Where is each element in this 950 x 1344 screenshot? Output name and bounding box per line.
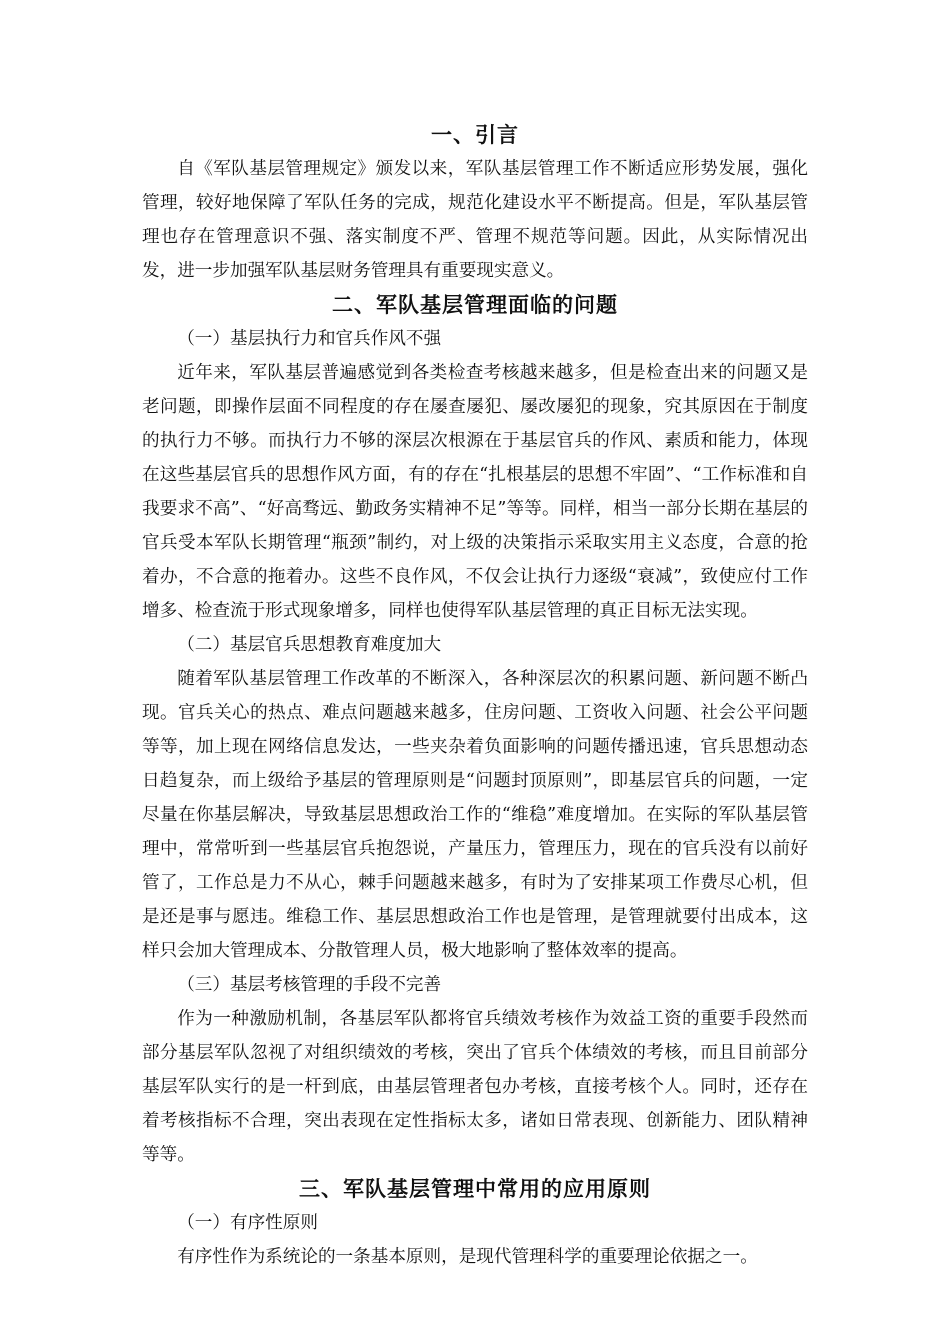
document-page <box>142 118 808 1274</box>
paragraph-intro: 自《军队基层管理规定》颁发以来，军队基层管理工作不断适应形势发展，强化管理，较好地保障了军队任务的完成，规范化建设水平不断提高。但是，军队基层管理也存在管理意识不强、落实制度不严、管理不规范等问题。因此，从实际情况出发，进一步加强军队基层财务管理具有重要现实意义。 <box>142 159 808 281</box>
section-heading-2: 二、军队基层管理面临的问题 <box>332 293 618 317</box>
paragraph-2-1: 近年来，军队基层普遍感觉到各类检查考核越来越多，但是检查出来的问题又是老问题，即操作层面不同程度的存在屡查屡犯、屡改屡犯的现象，究其原因在于制度的执行力不够。而执行力不够的深层次根源在于基层官兵的作风、素质和能力，体现在这些基层官兵的思想作风方面，有的存在“扎根基层的思想不牢固”、“工作标准和自我要求不高”、“好高骛远、勤政务实精神不足”等等。同样，相当一部分长期在基层的官兵受本军队长期管理“瓶颈”制约，对上级的决策指示采取实用主义态度，合意的抢着办，不合意的拖着办。这些不良作风，不仅会让执行力逐级“衰减”，致使应付工作增多、检查流于形式现象增多，同样也使得军队基层管理的真正目标无法实现。 <box>142 363 808 621</box>
section-heading-1: 一、引言 <box>431 123 519 147</box>
paragraph-2-2: 随着军队基层管理工作改革的不断深入，各种深层次的积累问题、新问题不断凸现。官兵关心的热点、难点问题越来越多，住房问题、工资收入问题、社会公平问题等等，加上现在网络信息发达，一些夹杂着负面影响的问题传播迅速，官兵思想动态日趋复杂，而上级给予基层的管理原则是“问题封顶原则”，即基层官兵的问题，一定尽量在你基层解决，导致基层思想政治工作的“维稳”难度增加。在实际的军队基层管理中，常常听到一些基层官兵抱怨说，产量压力，管理压力，现在的官兵没有以前好管了，工作总是力不从心，棘手问题越来越多，有时为了安排某项工作费尽心机，但是还是事与愿违。维稳工作、基层思想政治工作也是管理，是管理就要付出成本，这样只会加大管理成本、分散管理人员，极大地影响了整体效率的提高。 <box>142 669 808 961</box>
paragraph-3-1: 有序性作为系统论的一条基本原则，是现代管理科学的重要理论依据之一。 <box>177 1247 758 1267</box>
section-heading-3: 三、军队基层管理中常用的应用原则 <box>299 1177 651 1201</box>
subheading-2-1: （一）基层执行力和官兵作风不强 <box>177 329 442 349</box>
subheading-2-2: （二）基层官兵思想教育难度加大 <box>177 635 442 655</box>
subheading-2-3: （三）基层考核管理的手段不完善 <box>177 975 442 995</box>
subheading-3-1: （一）有序性原则 <box>177 1213 318 1233</box>
paragraph-2-3: 作为一种激励机制，各基层军队都将官兵绩效考核作为效益工资的重要手段然而部分基层军队忽视了对组织绩效的考核，突出了官兵个体绩效的考核，而且目前部分基层军队实行的是一杆到底，由基层管理者包办考核，直接考核个人。同时，还存在着考核指标不合理，突出表现在定性指标太多，诸如日常表现、创新能力、团队精神等等。 <box>142 1009 808 1165</box>
